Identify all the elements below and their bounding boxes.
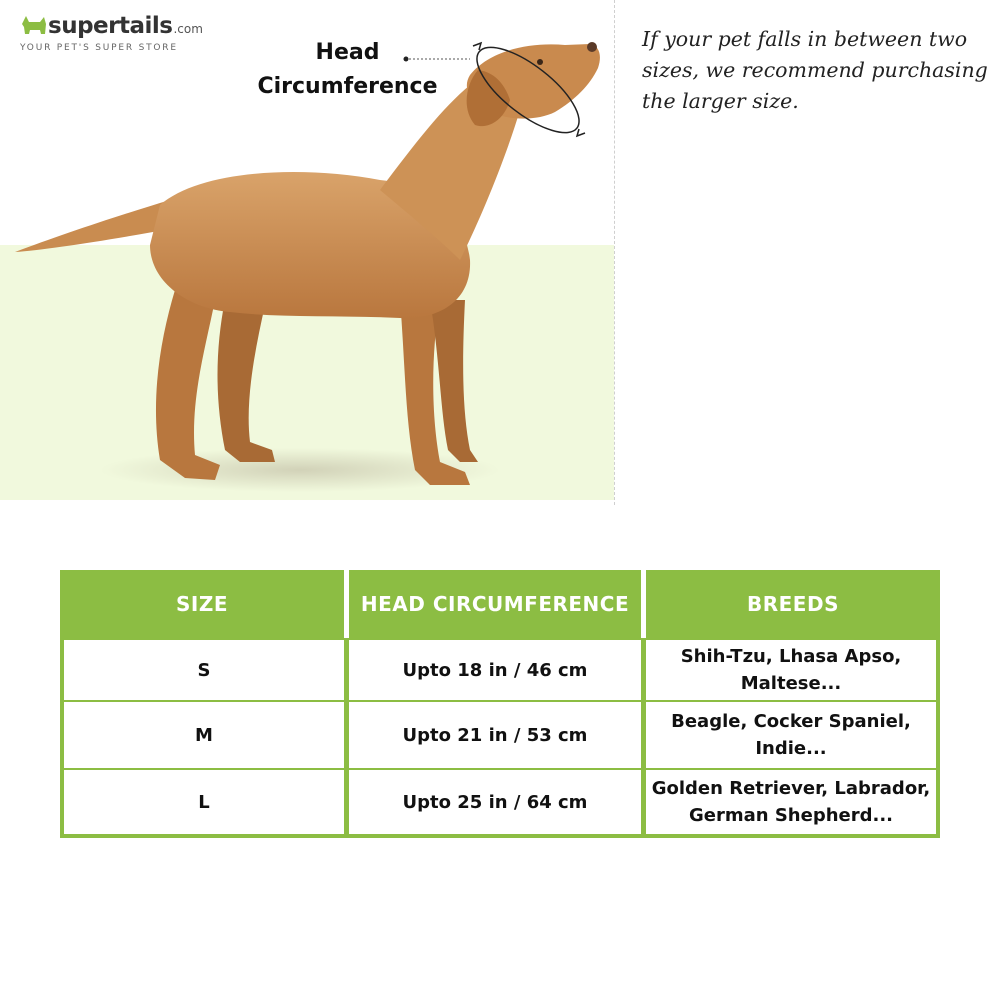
panel-divider [614, 0, 615, 505]
supertails-logo [20, 14, 203, 53]
cell-circumference-m: Upto 21 in / 53 cm [349, 702, 641, 768]
header-size: SIZE [60, 570, 344, 638]
cell-breeds-s: Shih-Tzu, Lhasa Apso, Maltese... [646, 640, 936, 700]
cell-circumference-s: Upto 18 in / 46 cm [349, 640, 641, 700]
dog-photo-panel [0, 0, 614, 500]
cell-size-s: S [64, 640, 344, 700]
head-circumference-label: Head Circumference [257, 40, 438, 99]
brand-tagline: YOUR PET'S SUPER STORE [20, 43, 178, 53]
brand-domain: .com [173, 22, 203, 36]
header-head-circumference: HEAD CIRCUMFERENCE [349, 570, 641, 638]
cell-size-l: L [64, 770, 344, 834]
cell-breeds-l: Golden Retriever, Labrador, German Shepherd... [646, 770, 936, 834]
sizing-tip: If your pet falls in between two sizes, we recommend purchasing the larger size. [642, 27, 988, 113]
cell-breeds-m: Beagle, Cocker Spaniel, Indie... [646, 702, 936, 768]
brand-name: supertails [48, 13, 173, 39]
cell-size-m: M [64, 702, 344, 768]
dog-logo-icon [20, 14, 48, 38]
header-breeds: BREEDS [646, 570, 940, 638]
size-chart-table [60, 570, 940, 838]
cell-circumference-l: Upto 25 in / 64 cm [349, 770, 641, 834]
